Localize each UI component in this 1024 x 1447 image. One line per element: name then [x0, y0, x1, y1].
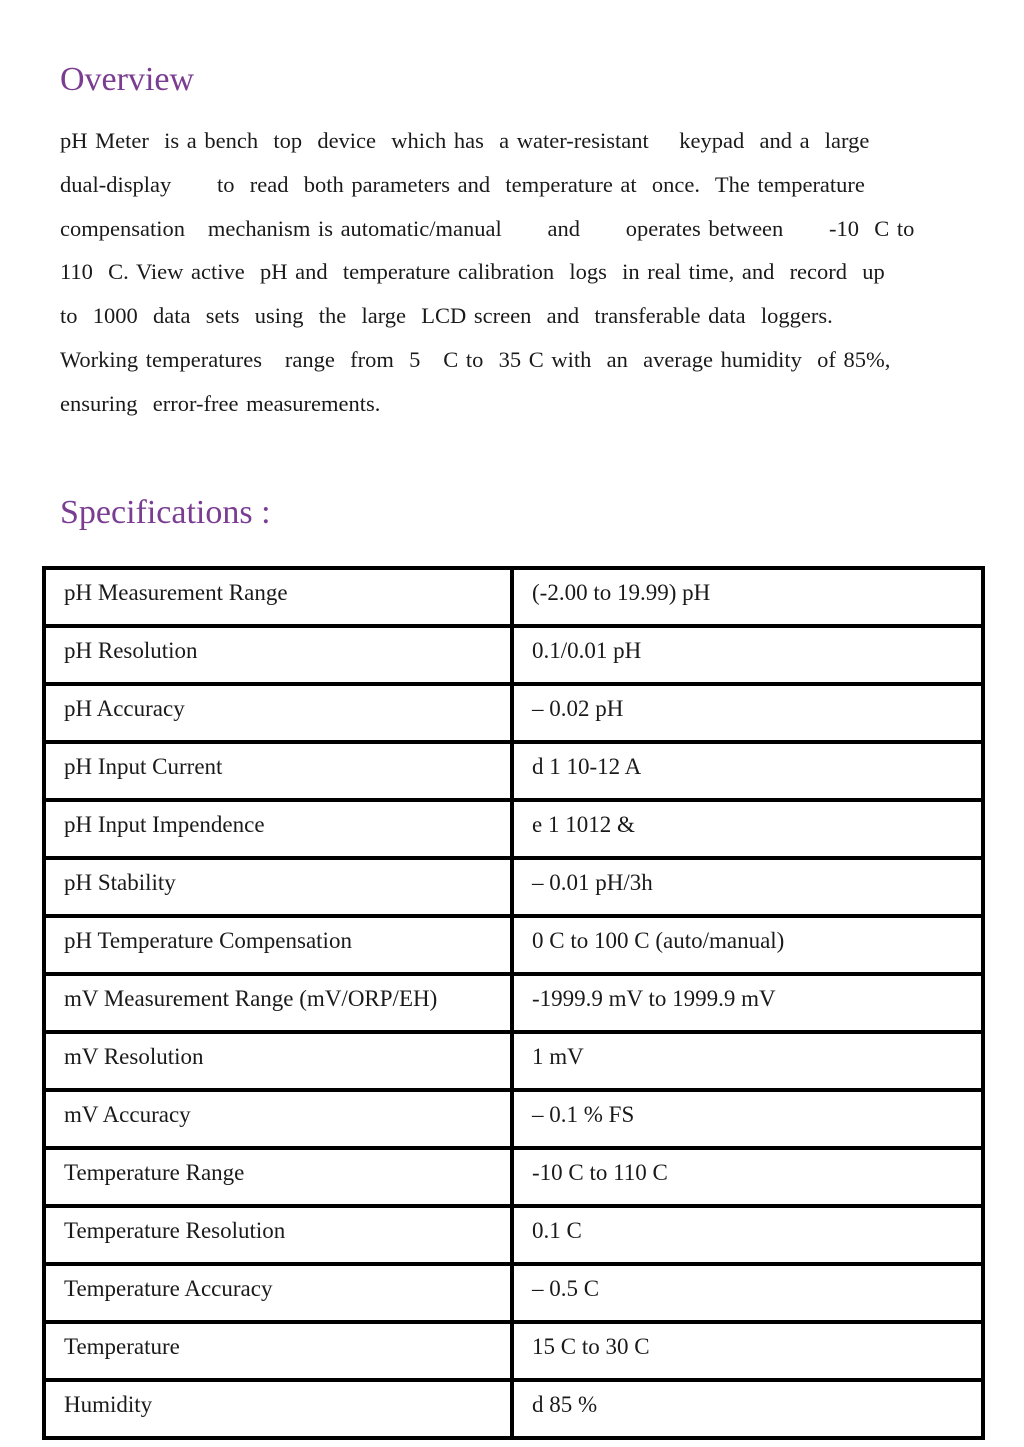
value-cell: 15 C to 30 C [512, 1322, 983, 1380]
parameter-cell: Temperature Range [44, 1148, 512, 1206]
overview-line: compensation mechanism is automatic/manual and operates between -10 C to [60, 215, 915, 241]
table-row [44, 916, 983, 974]
overview-paragraph [60, 119, 960, 426]
table-row [44, 626, 983, 684]
parameter-cell: mV Measurement Range (mV/ORP/EH) [44, 974, 512, 1032]
value-cell: -1999.9 mV to 1999.9 mV [512, 974, 983, 1032]
value-cell: 1 mV [512, 1032, 983, 1090]
parameter-cell: pH Input Current [44, 742, 512, 800]
parameter-cell: Temperature Accuracy [44, 1264, 512, 1322]
table-row [44, 800, 983, 858]
value-cell: d 1 10-12 A [512, 742, 983, 800]
parameter-cell: pH Temperature Compensation [44, 916, 512, 974]
value-cell: 0.1 C [512, 1206, 983, 1264]
table-row [44, 1380, 983, 1438]
table-row [44, 1032, 983, 1090]
parameter-cell: mV Accuracy [44, 1090, 512, 1148]
value-cell: (-2.00 to 19.99) pH [512, 568, 983, 626]
parameter-cell: Humidity [44, 1380, 512, 1438]
value-cell: e 1 1012 & [512, 800, 983, 858]
value-cell: 0.1/0.01 pH [512, 626, 983, 684]
table-row [44, 1148, 983, 1206]
table-row [44, 974, 983, 1032]
value-cell: -10 C to 110 C [512, 1148, 983, 1206]
table-row [44, 1206, 983, 1264]
table-row [44, 684, 983, 742]
value-cell: – 0.01 pH/3h [512, 858, 983, 916]
parameter-cell: pH Resolution [44, 626, 512, 684]
table-row [44, 1090, 983, 1148]
table-row [44, 1264, 983, 1322]
parameter-cell: pH Stability [44, 858, 512, 916]
parameter-cell: pH Measurement Range [44, 568, 512, 626]
table-row [44, 1322, 983, 1380]
value-cell: 0 C to 100 C (auto/manual) [512, 916, 983, 974]
parameter-cell: Temperature [44, 1322, 512, 1380]
overview-line: Working temperatures range from 5 C to 35 C with an average humidity of 85%, [60, 346, 891, 372]
parameter-cell: mV Resolution [44, 1032, 512, 1090]
value-cell: – 0.5 C [512, 1264, 983, 1322]
overview-heading: Overview [60, 61, 195, 98]
value-cell: – 0.02 pH [512, 684, 983, 742]
value-cell: – 0.1 % FS [512, 1090, 983, 1148]
value-cell: d 85 % [512, 1380, 983, 1438]
specifications-heading: Specifications : [60, 494, 271, 531]
overview-line: 110 C. View active pH and temperature calibration logs in real time, and record up [60, 259, 885, 285]
overview-line: dual-display to read both parameters and temperature at once. The temperature [60, 171, 865, 197]
parameter-cell: pH Input Impendence [44, 800, 512, 858]
parameter-cell: Temperature Resolution [44, 1206, 512, 1264]
parameter-cell: pH Accuracy [44, 684, 512, 742]
table-row [44, 742, 983, 800]
table-row [44, 858, 983, 916]
overview-line: pH Meter is a bench top device which has a water-resistant keypad and a large [60, 128, 870, 153]
overview-line: to 1000 data sets using the large LCD screen and transferable data loggers. [60, 303, 833, 329]
table-row [44, 568, 983, 626]
overview-line: ensuring error-free measurements. [60, 390, 381, 416]
specifications-table [42, 566, 985, 1440]
